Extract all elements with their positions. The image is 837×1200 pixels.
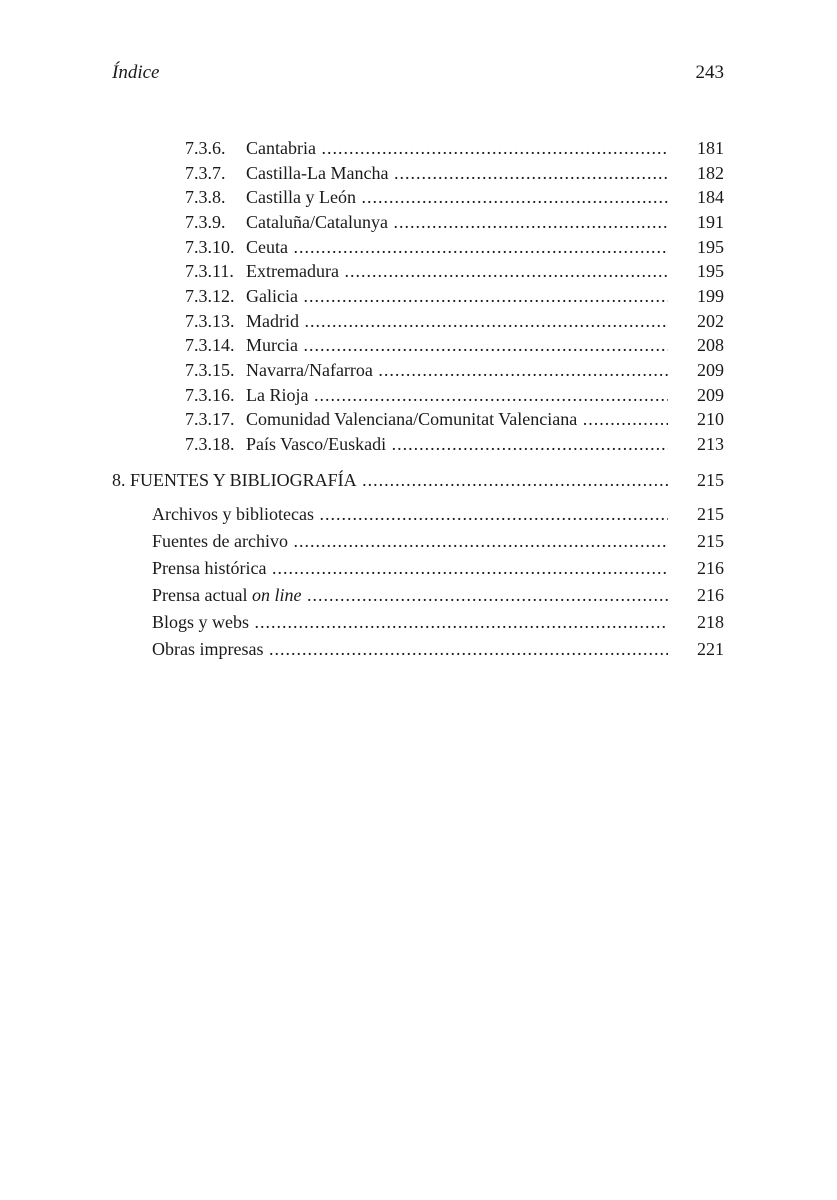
page-number: 243 bbox=[695, 62, 724, 83]
toc-entry-title: Blogs y webs ..... bbox=[152, 610, 668, 635]
toc-entry-title: Ceuta ..... bbox=[246, 235, 668, 260]
toc-entry-title: La Rioja ..... bbox=[246, 383, 668, 408]
toc-entry-number: 7.3.12. bbox=[185, 286, 235, 306]
toc-entry bbox=[185, 383, 724, 408]
toc-entry-number: 7.3.9. bbox=[185, 212, 226, 232]
toc-entry-page: 184 bbox=[697, 187, 724, 207]
toc-entry-title: Murcia ..... bbox=[246, 333, 668, 358]
toc-entry bbox=[185, 161, 724, 186]
toc-entry bbox=[152, 502, 724, 527]
toc-entry bbox=[185, 284, 724, 309]
toc-entry bbox=[185, 259, 724, 284]
toc-entry bbox=[185, 333, 724, 358]
toc-entry-title: Madrid ..... bbox=[246, 309, 668, 334]
toc-entry-number: 7.3.15. bbox=[185, 360, 235, 380]
toc-entry-page: 213 bbox=[697, 434, 724, 454]
toc-entry bbox=[185, 185, 724, 210]
toc-entry-page: 191 bbox=[697, 212, 724, 232]
toc-entry bbox=[185, 432, 724, 457]
toc-entry bbox=[152, 529, 724, 554]
toc-entry bbox=[185, 358, 724, 383]
toc-entry-title-italic: on line bbox=[251, 585, 302, 605]
toc-entry-number: 7.3.16. bbox=[185, 385, 235, 405]
toc-entry-page: 209 bbox=[697, 360, 724, 380]
toc-entry-title: Cataluña/Catalunya ..... bbox=[246, 210, 668, 235]
toc-entry-page: 221 bbox=[697, 639, 724, 659]
toc-entry bbox=[152, 610, 724, 635]
toc-entry-number: 7.3.18. bbox=[185, 434, 235, 454]
toc-entry-title: País Vasco/Euskadi ..... bbox=[246, 432, 668, 457]
toc-entry-title: Obras impresas ..... bbox=[152, 637, 668, 662]
chapter-title: 8. FUENTES Y BIBLIOGRAFÍA ..... bbox=[112, 468, 668, 493]
toc-entry-page: 195 bbox=[697, 261, 724, 281]
toc-entry-page: 210 bbox=[697, 409, 724, 429]
toc-entry-title: Castilla y León ..... bbox=[246, 185, 668, 210]
toc-entry-title: Comunidad Valenciana/Comunitat Valenciana ..... bbox=[246, 407, 668, 432]
toc-entry-title-roman: Prensa actual bbox=[152, 585, 252, 605]
toc-entry-title: Navarra/Nafarroa ..... bbox=[246, 358, 668, 383]
toc-entry-page: 215 bbox=[697, 531, 724, 551]
toc-entry-title: Galicia ..... bbox=[246, 284, 668, 309]
toc-entry-number: 7.3.11. bbox=[185, 261, 234, 281]
toc-entry-title: Cantabria ..... bbox=[246, 136, 668, 161]
toc-entry-page: 216 bbox=[697, 585, 724, 605]
toc-entry-page: 202 bbox=[697, 311, 724, 331]
toc-entry-title: Archivos y bibliotecas ..... bbox=[152, 502, 668, 527]
toc-entry-title: Prensa histórica ..... bbox=[152, 556, 668, 581]
toc-entry-number: 7.3.13. bbox=[185, 311, 235, 331]
toc-entry-page: 218 bbox=[697, 612, 724, 632]
toc-entry-page: 208 bbox=[697, 335, 724, 355]
toc-entry bbox=[152, 637, 724, 662]
toc-entry bbox=[185, 235, 724, 260]
toc-entry-number: 7.3.7. bbox=[185, 163, 226, 183]
toc-entry-page: 215 bbox=[697, 504, 724, 524]
running-head bbox=[112, 62, 724, 92]
toc-entry-number: 7.3.14. bbox=[185, 335, 235, 355]
toc-entry bbox=[185, 136, 724, 161]
toc-entry-number: 7.3.6. bbox=[185, 138, 226, 158]
toc-entry bbox=[152, 583, 724, 608]
toc-entry-page: 195 bbox=[697, 237, 724, 257]
running-head-title: Índice bbox=[112, 62, 160, 83]
toc-entry-number: 7.3.17. bbox=[185, 409, 235, 429]
toc-entry-page: 181 bbox=[697, 138, 724, 158]
toc-entry bbox=[185, 210, 724, 235]
toc-entry-page: 199 bbox=[697, 286, 724, 306]
toc-entry bbox=[152, 556, 724, 581]
toc-entry bbox=[185, 309, 724, 334]
toc-entry-number: 7.3.8. bbox=[185, 187, 226, 207]
toc-entry-page: 209 bbox=[697, 385, 724, 405]
chapter-page: 215 bbox=[697, 470, 724, 490]
toc-entry-title: Fuentes de archivo ..... bbox=[152, 529, 668, 554]
toc-entry-title: Extremadura ..... bbox=[246, 259, 668, 284]
toc-chapter-heading bbox=[112, 468, 724, 493]
toc-entry-page: 182 bbox=[697, 163, 724, 183]
toc-entry bbox=[185, 407, 724, 432]
toc-entry-title: Castilla-La Mancha ..... bbox=[246, 161, 668, 186]
toc-entry-page: 216 bbox=[697, 558, 724, 578]
toc-entry-number: 7.3.10. bbox=[185, 237, 235, 257]
toc-entry-title bbox=[152, 583, 668, 608]
